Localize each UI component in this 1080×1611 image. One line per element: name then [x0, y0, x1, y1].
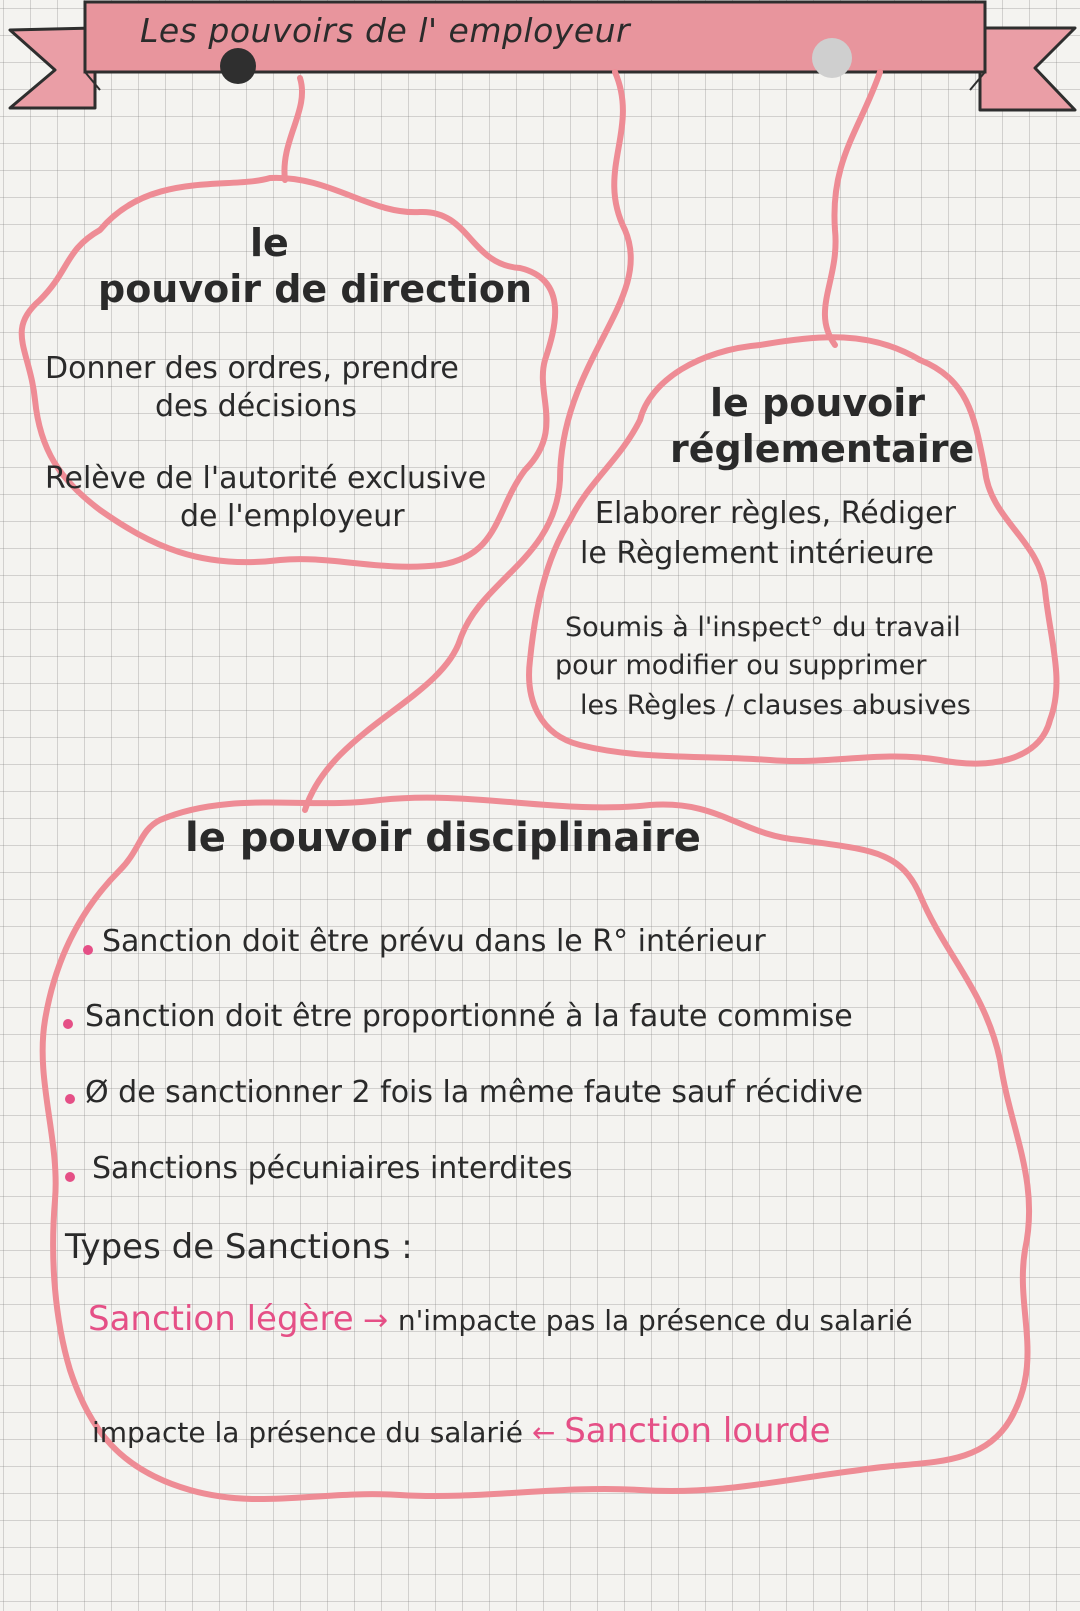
- direction-text: Relève de l'autorité exclusive: [45, 461, 487, 496]
- arrow-right-icon: →: [363, 1303, 389, 1338]
- connector-line: [284, 78, 302, 180]
- bullet-dot: [83, 945, 93, 955]
- sanction-light-label: Sanction légère: [88, 1299, 354, 1339]
- arrow-left-icon: ←: [531, 1416, 556, 1449]
- direction-heading-line1: le: [250, 221, 289, 265]
- reglementaire-heading-line1: le pouvoir: [710, 381, 926, 425]
- sanction-heavy-desc: impacte la présence du salarié: [92, 1416, 523, 1449]
- disciplinaire-heading: le pouvoir disciplinaire: [185, 815, 701, 861]
- sanction-types-label: Types de Sanctions :: [65, 1227, 413, 1267]
- reglementaire-text: Elaborer règles, Rédiger: [595, 496, 956, 531]
- bullet-dot: [65, 1172, 75, 1182]
- sanction-light-row: [88, 1300, 913, 1339]
- sanction-heavy-label: Sanction lourde: [564, 1411, 831, 1451]
- direction-heading-line2: pouvoir de direction: [98, 267, 533, 311]
- disciplinaire-bullet: Sanction doit être proportionné à la faute commise: [85, 999, 853, 1034]
- direction-text: des décisions: [155, 389, 357, 424]
- sanction-heavy-row: [92, 1412, 831, 1451]
- reglementaire-text: le Règlement intérieure: [580, 536, 934, 571]
- disciplinaire-bullet: Sanctions pécuniaires interdites: [92, 1151, 573, 1186]
- direction-text: Donner des ordres, prendre: [45, 351, 459, 386]
- reglementaire-heading-line2: réglementaire: [670, 427, 975, 471]
- reglementaire-text: pour modifier ou supprimer: [555, 650, 927, 681]
- ribbon-right-tail: [980, 28, 1075, 110]
- sanction-light-desc: n'impacte pas la présence du salarié: [397, 1304, 913, 1337]
- binder-hole: [812, 38, 852, 78]
- reglementaire-text: Soumis à l'inspect° du travail: [565, 612, 961, 643]
- cloud-disciplinaire: [43, 798, 1030, 1499]
- bullet-dot: [63, 1019, 73, 1029]
- direction-text: de l'employeur: [180, 499, 405, 534]
- reglementaire-text: les Règles / clauses abusives: [580, 690, 971, 721]
- connector-line: [825, 72, 880, 345]
- disciplinaire-bullet: Sanction doit être prévu dans le R° intérieur: [102, 924, 766, 959]
- binder-hole: [220, 48, 256, 84]
- bullet-dot: [65, 1094, 75, 1104]
- page-title: Les pouvoirs de l' employeur: [140, 11, 631, 50]
- ribbon-left-tail: [10, 28, 95, 108]
- disciplinaire-bullet: Ø de sanctionner 2 fois la même faute sauf récidive: [85, 1075, 864, 1110]
